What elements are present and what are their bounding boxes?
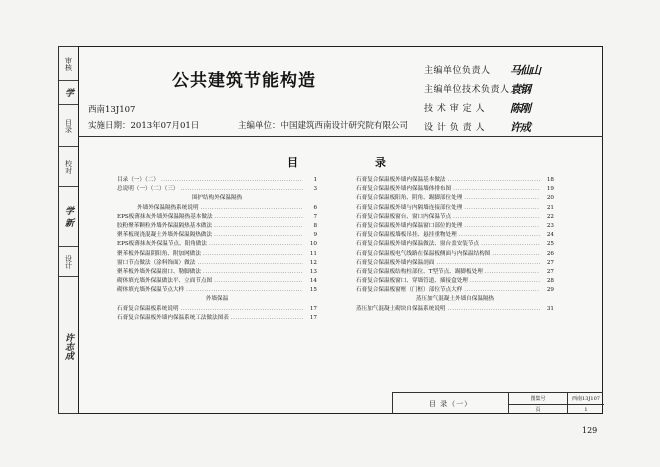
toc-entry (356, 268, 554, 277)
toc-entry (356, 240, 554, 249)
toc-entry-label: 聚苯板现浇混凝土外墙外保温隔热做法 (117, 232, 213, 239)
responsible-signature: 袁钢 (510, 82, 530, 96)
toc-entry-label: 石膏复合保温板窗口、穿墙管道、插接盒处理 (356, 278, 468, 285)
toc-entry (117, 204, 317, 213)
title-block-page-value: 1 (567, 404, 604, 414)
toc-entry (117, 305, 317, 314)
toc-leader-dots (448, 176, 540, 185)
toc-leader-dots (464, 194, 540, 203)
toc-entry-label: 石膏复合保温板外墙内保温基本做法 (356, 177, 446, 183)
toc-leader-dots (231, 314, 303, 323)
toc-entry-page: 14 (309, 278, 317, 285)
side-cell: 校对 (59, 147, 78, 187)
toc-leader-dots (453, 185, 540, 194)
toc-entry-label: 外墙外保温隔热系统说明 (137, 204, 199, 211)
responsible-signature: 许成 (510, 120, 530, 134)
toc-entry-label: 石膏复合保温板窗框（门框）部位节点大样 (356, 287, 463, 294)
toc-entry (356, 250, 554, 259)
toc-entry (117, 185, 317, 194)
toc-entry (356, 176, 554, 185)
toc-heading-left: 目 (287, 156, 300, 169)
toc-entry (117, 277, 317, 286)
toc-entry-label: 石膏复合保温板阳角、阴角、踢脚部位处理 (356, 195, 463, 202)
toc-entry-page: 18 (546, 177, 554, 183)
toc-leader-dots (464, 286, 540, 295)
toc-entry-page: 23 (546, 222, 554, 229)
toc-entry-page: 6 (313, 204, 317, 211)
toc-entry-page: 20 (546, 195, 554, 202)
toc-leader-dots (214, 231, 303, 240)
toc-entry-page: 17 (309, 314, 317, 321)
toc-leader-dots (453, 213, 540, 222)
toc-entry-label: 石膏复合保温板窗台、窗口内保温节点 (356, 213, 452, 220)
toc-entry (117, 213, 317, 222)
toc-entry (356, 286, 554, 295)
responsible-row (424, 60, 540, 79)
toc-leader-dots (214, 277, 303, 286)
toc-leader-dots (492, 250, 540, 259)
title-block (392, 392, 603, 414)
side-cell: 审核 (59, 47, 78, 81)
toc-entry-label: 聚苯板外保温阴阳角、附加网做法 (117, 250, 201, 257)
title-block-atlas-value: 西南13J107 (567, 393, 604, 404)
toc-entry (356, 194, 554, 203)
title-block-atlas-label: 图集号 (530, 396, 546, 402)
toc-leader-dots (481, 240, 540, 249)
toc-entry-label: 石膏复合保温板外墙内保温做法、窗台盖安装节点 (356, 241, 480, 248)
responsible-row (424, 117, 540, 136)
responsible-label: 技 术 审 定 人 (424, 104, 485, 114)
toc-entry (356, 305, 554, 314)
toc-entry-label: 石膏复合保温板外墙内保温墙体排布图 (356, 186, 452, 193)
responsible-label: 主编单位负责人 (424, 66, 491, 76)
side-cell-signature: 学 新 (59, 187, 78, 247)
toc-leader-dots (436, 259, 540, 268)
toc-entry (356, 277, 554, 286)
toc-leader-dots (464, 204, 540, 213)
toc-heading-right: 录 (375, 156, 388, 169)
toc-right-column (356, 176, 554, 314)
sheet-page-number: 129 (582, 426, 598, 435)
toc-entry (117, 259, 317, 268)
toc-entry (356, 259, 554, 268)
toc-leader-dots (485, 268, 540, 277)
toc-leader-dots (181, 305, 303, 314)
toc-entry-page: 7 (313, 213, 317, 220)
toc-entry-page: 28 (546, 278, 554, 285)
toc-entry-page: 9 (313, 232, 317, 239)
toc-entry-label: 窗口节点做法（涂料饰面）做法 (117, 259, 196, 266)
toc-entry-page: 25 (546, 241, 554, 248)
toc-leader-dots (464, 222, 540, 231)
toc-leader-dots (214, 222, 303, 231)
toc-entry (356, 185, 554, 194)
toc-entry-page: 15 (309, 287, 317, 294)
responsible-persons (424, 60, 540, 136)
toc-entry-label: EPS板薄抹灰外墙外保温隔热基本做法 (117, 213, 213, 220)
side-cell-signature: 许志成 (63, 332, 73, 360)
toc-entry-label: 石膏复合保温板外墙内保温窗口部位的处理 (356, 222, 463, 229)
toc-leader-dots (203, 250, 303, 259)
toc-entry (117, 314, 317, 323)
toc-entry-label: 砌体填充墙外保温做法平、立面节点图 (117, 278, 213, 285)
toc-entry-page: 27 (546, 259, 554, 266)
toc-entry-page: 19 (546, 186, 554, 193)
signature-side-strip (58, 46, 78, 414)
toc-section-heading (117, 295, 317, 304)
toc-section-heading (117, 194, 317, 203)
toc-leader-dots (181, 185, 303, 194)
toc-entry-label: 石膏复合保温板墙板吊挂、悬挂重物处理 (356, 232, 457, 239)
toc-entry-label: 石膏复合保温板外墙与内隔墙连接部位处理 (356, 204, 463, 211)
toc-leader-dots (197, 259, 303, 268)
toc-entry-label: 砌体填充墙外保温节点大样 (117, 287, 185, 294)
toc-entry (117, 250, 317, 259)
toc-entry-page: 10 (309, 241, 317, 248)
toc-entry (356, 204, 554, 213)
responsible-signature: 陈刚 (510, 101, 530, 115)
toc-entry-page: 12 (309, 259, 317, 266)
toc-leader-dots (161, 176, 303, 185)
toc-entry-label: 目录（一）（二） (117, 177, 159, 183)
page-title: 公共建筑节能构造 (172, 71, 316, 91)
side-cell: 设计 (59, 247, 78, 277)
toc-entry-label: 石膏复合保温板结构柱部位、T型节点、踢脚板处理 (356, 268, 483, 275)
toc-entry-label: 外墙保温 (205, 296, 229, 303)
toc-entry (117, 231, 317, 240)
toc-entry-page: 24 (546, 232, 554, 239)
toc-entry-page: 1 (313, 177, 317, 183)
responsible-label: 主编单位技术负责人 (424, 85, 510, 95)
toc-entry-page: 31 (546, 305, 554, 312)
header-divider (78, 136, 603, 137)
toc-entry-page: 17 (309, 305, 317, 312)
toc-entry (117, 268, 317, 277)
implementation-date: 实施日期：2013年07月01日 (88, 121, 200, 131)
toc-entry-label: 蒸压加气混凝土砌块自保温系统说明 (356, 305, 446, 312)
responsible-row (424, 79, 540, 98)
atlas-number: 西南13J107 (88, 105, 136, 115)
toc-entry (117, 286, 317, 295)
toc-entry-page: 11 (309, 250, 317, 257)
toc-entry-label: 围护结构外保温隔热 (191, 195, 243, 202)
toc-entry-page: 29 (546, 287, 554, 294)
toc-leader-dots (186, 286, 303, 295)
title-block-page-label: 页 (509, 404, 567, 414)
toc-entry-label: 石膏复合保温板系统说明 (117, 305, 179, 312)
side-cell-signature: 学 (59, 81, 78, 105)
toc-left-column (117, 176, 317, 323)
toc-entry (117, 240, 317, 249)
toc-entry-label: 石膏复合保温板电气线路在保温板侧面与内保温结构图 (356, 250, 491, 257)
toc-leader-dots (201, 204, 303, 213)
toc-entry-page: 27 (546, 268, 554, 275)
title-block-title: 目 录（一） (393, 393, 509, 414)
side-cell: 目录 (59, 105, 78, 147)
toc-entry (356, 222, 554, 231)
toc-entry-page: 3 (313, 186, 317, 193)
toc-entry-label: 蒸压加气混凝土外墙自保温隔热 (415, 296, 495, 303)
responsible-row (424, 98, 540, 117)
toc-entry-label: 胶粉聚苯颗粒外墙外保温隔热基本做法 (117, 222, 213, 229)
toc-entry-label: 石膏复合保温板外墙内保温剖面 (356, 259, 435, 266)
toc-entry-label: EPS板薄抹灰外保温节点、阳角做法 (117, 241, 207, 248)
responsible-signature: 马仙山 (510, 63, 540, 77)
toc-entry-label: 石膏复合保温板外墙内保温系统工法做法图表 (117, 314, 229, 321)
toc-entry-page: 13 (309, 268, 317, 275)
toc-leader-dots (459, 231, 540, 240)
toc-leader-dots (470, 277, 540, 286)
toc-leader-dots (203, 268, 303, 277)
toc-entry (117, 176, 317, 185)
toc-entry (117, 222, 317, 231)
toc-leader-dots (209, 240, 303, 249)
toc-entry-label: 总说明（一）（二）（三） (117, 186, 179, 193)
toc-entry-page: 26 (546, 250, 554, 257)
toc-leader-dots (448, 305, 540, 314)
toc-entry (356, 231, 554, 240)
toc-entry-label: 聚苯板外墙外保温窗口、勒脚做法 (117, 268, 201, 275)
toc-entry-page: 22 (546, 213, 554, 220)
toc-leader-dots (215, 213, 303, 222)
toc-entry-page: 8 (313, 222, 317, 229)
toc-entry (356, 213, 554, 222)
responsible-label: 设 计 负 责 人 (424, 123, 485, 133)
toc-section-heading (356, 295, 554, 304)
editor-unit: 主编单位：中国建筑西南设计研究院有限公司 (238, 121, 409, 131)
toc-entry-page: 21 (546, 204, 554, 211)
